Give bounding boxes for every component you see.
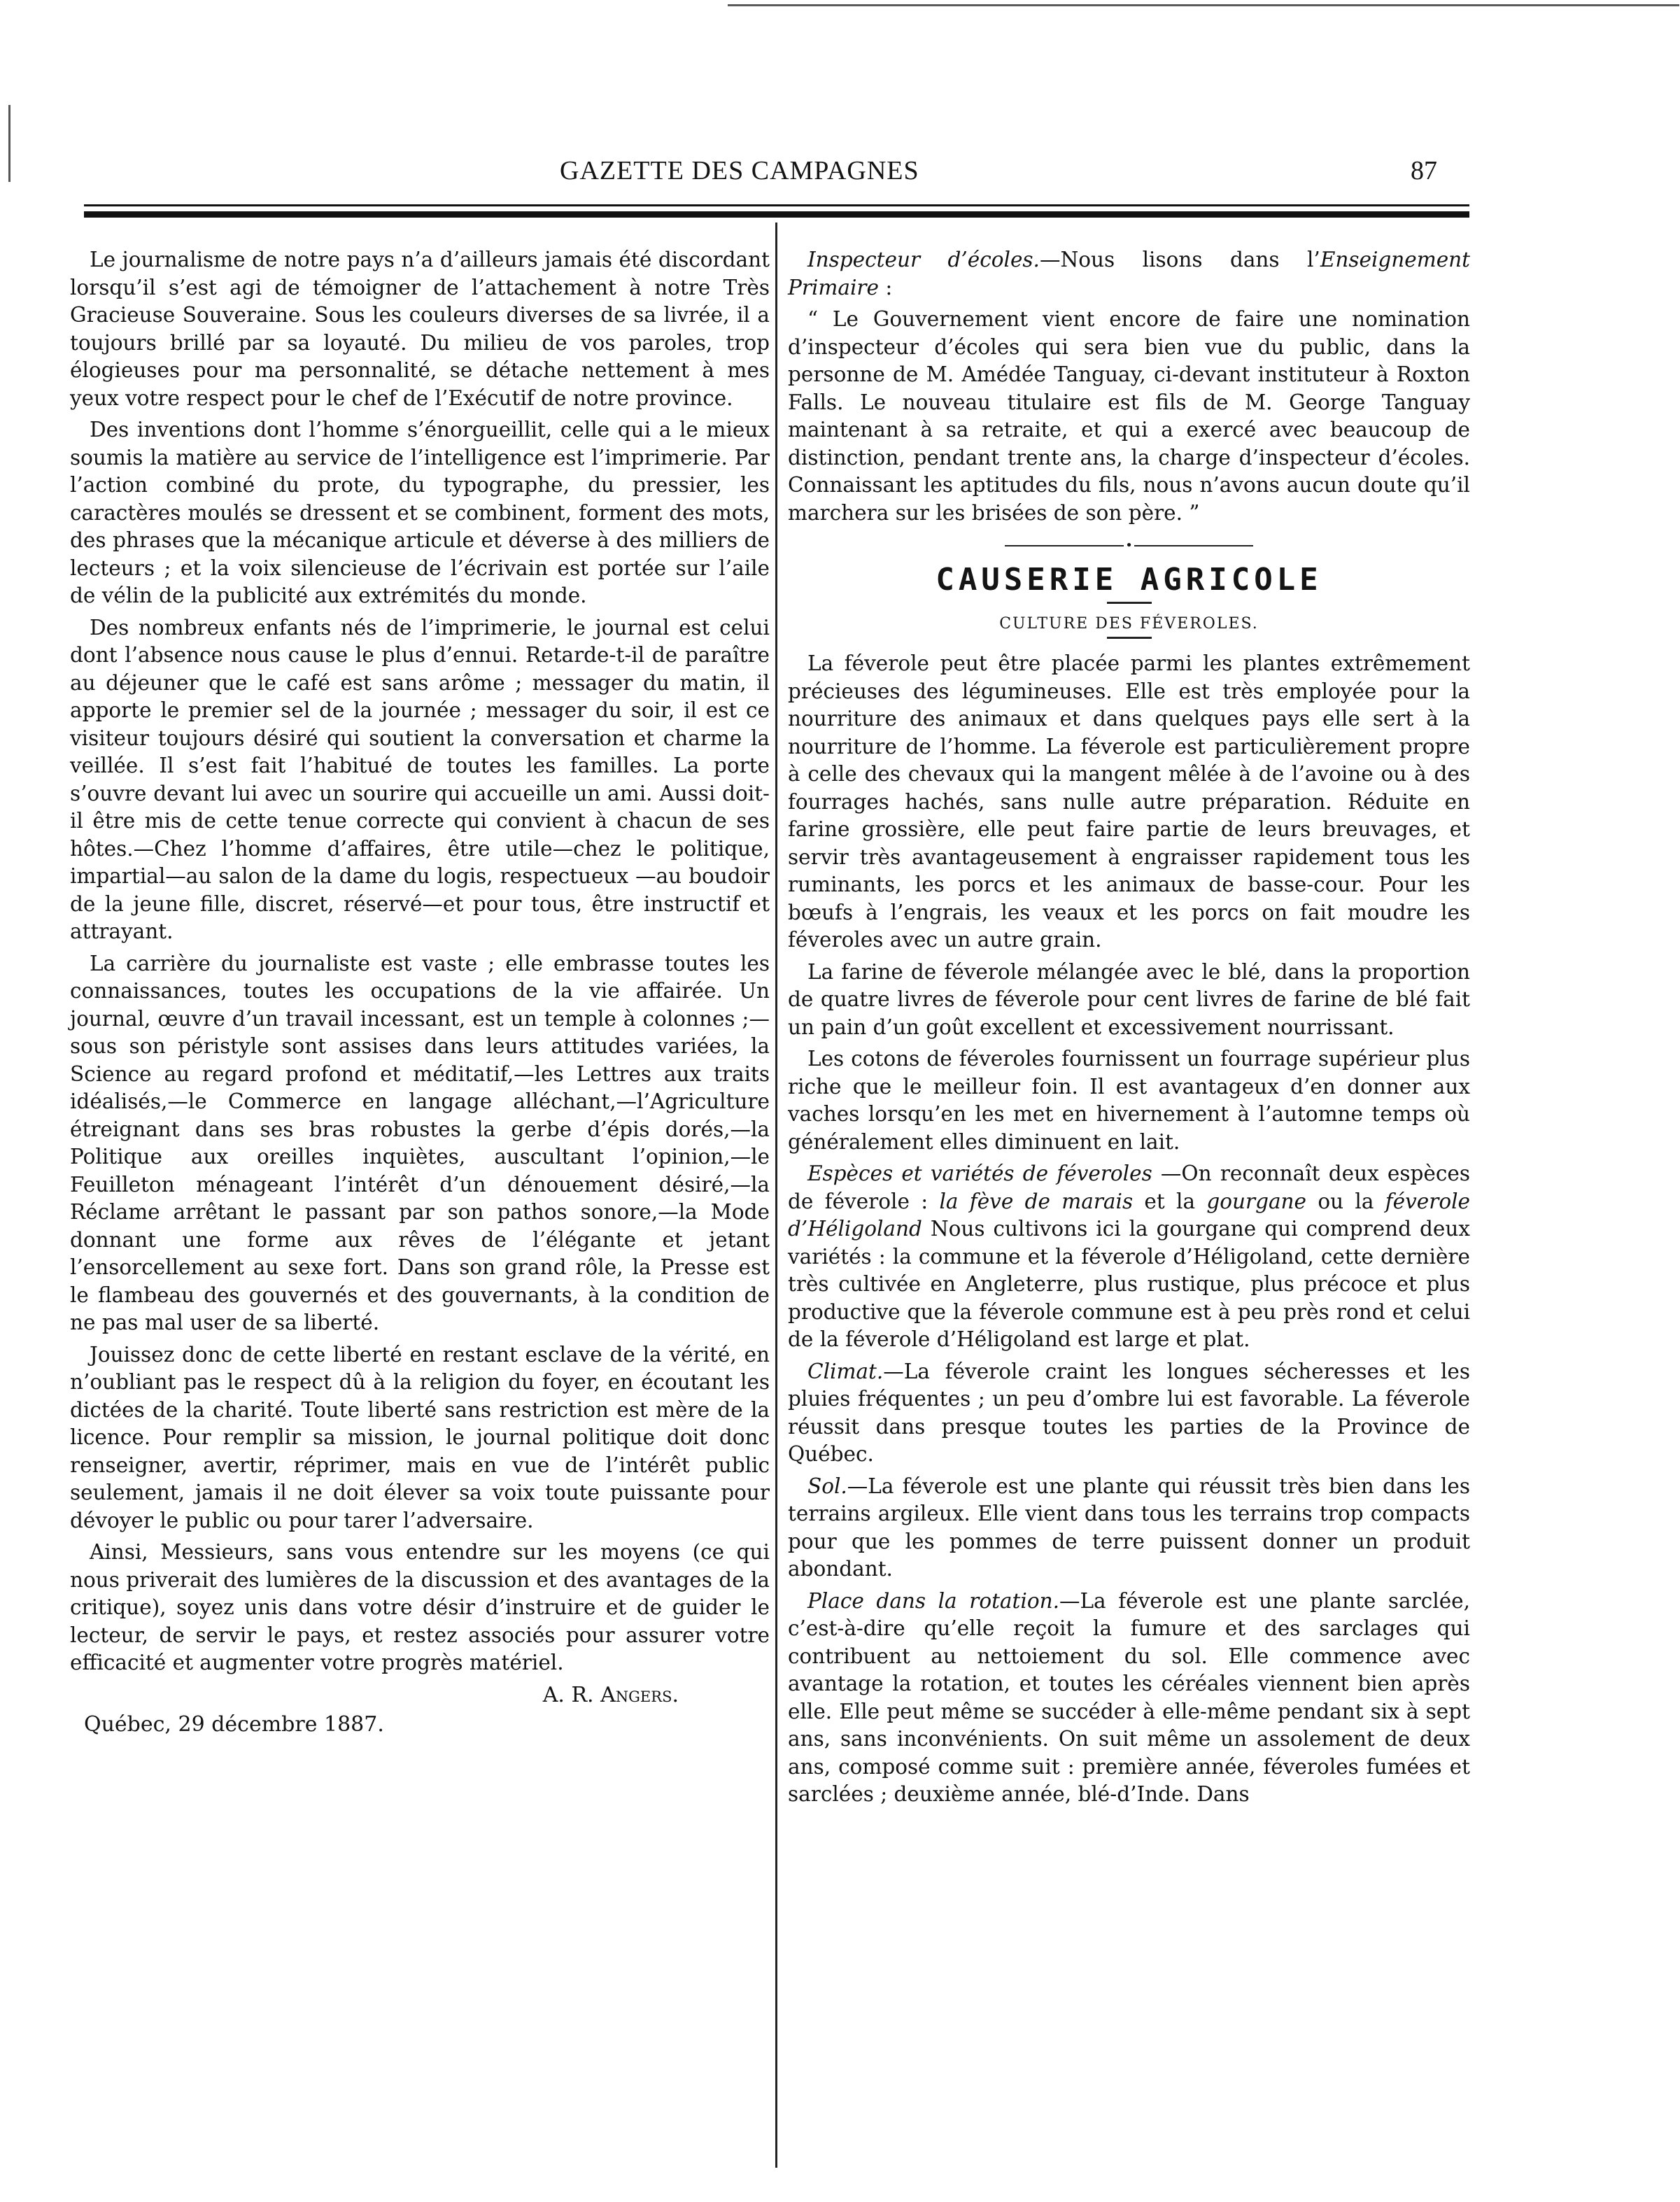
text-run: :: [878, 275, 893, 299]
paragraph: Des inventions dont l’homme s’énorgueillit, celle qui a le mieux soumis la matière au service de l’intelligence est l’imprimerie. Par l’action combiné du prote, du typographe, du pressier, les caractères moulés se dressent et se combinent, forment des mots, des phrases que la mécanique articule et déverse à des milliers de lecteurs ; et la voix silencieuse de l’écrivain est portée sur l’aile de vélin de la publicité aux extrémités du monde.: [70, 418, 770, 607]
ornament-line: [1005, 545, 1124, 546]
ornament-dot: •: [1125, 538, 1133, 553]
text-run: Nous cultivons ici la gourgane qui comprend deux variétés : la commune et la féverole d’Héligoland, cette dernière très cultivée en Angleterre, plus rustique, plus précoce et plus productive que la féverole commune est à peu près rond et celui de la féverole d’Héligoland est large et plat.: [788, 1217, 1470, 1351]
italic-term: féverole d’Héligoland: [788, 1189, 1470, 1241]
page-number: 87: [1411, 156, 1437, 185]
title-rule: [1107, 602, 1152, 604]
paragraph: [788, 1588, 1470, 1809]
subtitle-rule: [1107, 637, 1152, 639]
italic-term: gourgane: [1206, 1189, 1307, 1213]
text-run: —On reconnaît deux espèces de féverole :: [788, 1162, 1470, 1213]
paragraph: Ainsi, Messieurs, sans vous entendre sur les moyens (ce qui nous priverait des lumières de la discussion et des avantages de la critique), soyez unis dans votre désir d’instruire et de guider le lecteur, de servir le pays, et restez associés pour assurer votre efficacité et augmenter votre progrès matériel.: [70, 1540, 770, 1674]
text-run: —Nous lisons dans l’: [1039, 248, 1320, 271]
section-ornament: [788, 539, 1470, 552]
paragraph: Des nombreux enfants nés de l’imprimerie, le journal est celui dont l’absence nous cause le plus d’ennui. Retarde-t-il de paraître au déjeuner que le café est sans arôme ; messager du matin, il apporte le premier sel de la journée ; messager du soir, il est ce visiteur toujours désiré qui soutient la conversation et charme la veillée. Il s’est fait l’habitué de toutes les familles. La porte s’ouvre devant lui avec un sourire qui accueille un ami. Aussi doit-il être mis de cette tenue correcte qui convient à chacun de ses hôtes.—Chez l’homme d’affaires, être utile—chez le politique, impartial—au salon de la dame du logis, respectueux —au boudoir de la jeune fille, discret, réservé—et pour tous, être instructif et attrayant.: [70, 615, 770, 943]
text-run: et la: [1133, 1189, 1207, 1213]
page-edge-mark: [8, 105, 10, 182]
page-edge-mark: [728, 4, 1679, 6]
run-in-heading: Espèces et variétés de féveroles: [807, 1162, 1152, 1185]
paragraph: Le journalisme de notre pays n’a d’ailleurs jamais été discordant lorsqu’il s’est agi de témoigner de l’attachement à notre Très Gracieuse Souveraine. Sous les couleurs diverses de sa livrée, il a toujours brillé par sa loyauté. Du milieu de vos paroles, trop élogieuses pour ma personnalité, se détache nettement à mes yeux votre respect pour le chef de l’Exécutif de notre province.: [70, 248, 770, 410]
left-column: [70, 246, 770, 1739]
text-run: ou la: [1306, 1189, 1385, 1213]
paragraph: La carrière du journaliste est vaste ; elle embrasse toutes les connaissances, toutes les occupations de la vie affairée. Un journal, œuvre d’un travail incessant, est un temple à colonnes ;—sous son péristyle sont assises dans leurs attitudes variées, la Science au regard profond et méditatif,—les Lettres aux traits idéalisés,—le Commerce en langage alléchant,—l’Agriculture étreignant dans ses bras robustes la gerbe d’épis dorés,—la Politique aux oreilles inquiètes, auscultant l’opinion,—le Feuilleton ménageant l’intérêt d’un dénouement désiré,—la Réclame arrêtant le passant par son pathos sonore,—la Mode donnant une forme aux rêves de l’élégante et jetant l’ensorcellement au sexe fort. Dans son grand rôle, la Presse est le flambeau des gouvernés et des gouvernants, à la condition de ne pas mal user de sa liberté.: [70, 951, 770, 1334]
italic-term: la fève de marais: [939, 1189, 1134, 1213]
dateline: Québec, 29 décembre 1887.: [84, 1712, 384, 1737]
header-rule: [84, 211, 1469, 218]
column-divider: [775, 223, 777, 2168]
header-rule: [84, 204, 1469, 206]
source-title: Enseignement Primaire: [788, 248, 1471, 299]
quote-paragraph: “ Le Gouvernement vient encore de faire une nomination d’inspecteur d’écoles qui sera bien vue du public, dans la personne de M. Amédée Tanguay, ci-devant instituteur à Roxton Falls. Le nouveau titulaire est fils de M. George Tanguay maintenant à sa retraite, et qui a exercé avec beaucoup de distinction, pendant trente ans, la charge d’inspecteur d’écoles. Connaissant les aptitudes du fils, nous n’avons aucun doute qu’il marchera sur les brisées de son père. ”: [788, 307, 1470, 525]
inspector-paragraph: [788, 246, 1470, 302]
text-run: —La féverole est une plante sarclée, c’est-à-dire qu’elle reçoit la fumure et des sarclages qui contribuent au nettoiement du sol. Elle commence avec avantage la rotation, et toutes les céréales viennent bien après elle. Elle peut même se succéder à elle-même pendant six à sept ans, sans inconvénients. On suit même un assolement de deux ans, composé comme suit : première année, féveroles fumées et sarclées ; deuxième année, blé-d’Inde. Dans: [788, 1588, 1470, 1806]
run-in-heading: Inspecteur d’écoles.: [807, 248, 1040, 271]
text-run: —La féverole est une plante qui réussit très bien dans les terrains argileux. Elle vient dans tous les terrains trop compacts pour que les pommes de terre puissent donner un produit abondant.: [788, 1474, 1470, 1581]
paragraph: [788, 1160, 1470, 1354]
run-in-heading: Sol.: [807, 1474, 847, 1498]
paragraph: Jouissez donc de cette liberté en restant esclave de la vérité, en n’oubliant pas le respect dû à la religion du foyer, en écoutant les dictées de la charité. Toute liberté sans restriction est mère de la licence. Pour remplir sa mission, le journal politique doit donc renseigner, avertir, réprimer, mais en vue de l’intérêt public seulement, jamais il ne doit élever sa voix toute puissante pour dévoyer le public ou pour tarer l’adversaire.: [70, 1342, 770, 1532]
paragraph: [788, 1473, 1470, 1583]
run-in-heading: Place dans la rotation.: [807, 1588, 1059, 1613]
section-title: CAUSERIE AGRICOLE: [936, 562, 1322, 598]
section-subtitle: CULTURE DES FÉVEROLES.: [999, 615, 1259, 633]
right-column: [788, 246, 1470, 1813]
text-run: —La féverole craint les longues sécheresses et les pluies fréquentes ; un peu d’ombre lui est favorable. La féverole réussit dans presque toutes les parties de la Province de Québec.: [788, 1359, 1470, 1466]
ornament-line: [1134, 545, 1253, 546]
paragraph: Les cotons de féveroles fournissent un fourrage supérieur plus riche que le meilleur foin. Il est avantageux d’en donner aux vaches lorsqu’en les met en hivernement à l’automne temps où généralement elles diminuent en lait.: [788, 1047, 1470, 1154]
paragraph: La farine de féverole mélangée avec le blé, dans la proportion de quatre livres de féverole pour cent livres de farine de blé fait un pain d’un goût excellent et excessivement nourrissant.: [788, 959, 1470, 1039]
paragraph: [788, 1358, 1470, 1469]
run-in-heading: Climat.: [807, 1359, 884, 1383]
signature: A. R. Angers.: [542, 1682, 679, 1707]
running-title: GAZETTE DES CAMPAGNES: [560, 156, 919, 185]
paragraph: La féverole peut être placée parmi les plantes extrêmement précieuses des légumineuses. Elle est très employée pour la nourriture des animaux et dans quelques pays elle sert à la nourriture de l’homme. La féverole est particulièrement propre à celle des chevaux qui la mangent mêlée à de l’avoine ou à des fourrages hachés, sans nulle autre préparation. Réduite en farine grossière, elle peut faire partie de leurs breuvages, et servir très avantageusement à engraisser rapidement tous les ruminants, les porcs et les animaux de basse-cour. Pour les bœufs à l’engrais, les veaux et les porcs on fait moudre les féveroles avec un autre grain.: [788, 651, 1470, 952]
